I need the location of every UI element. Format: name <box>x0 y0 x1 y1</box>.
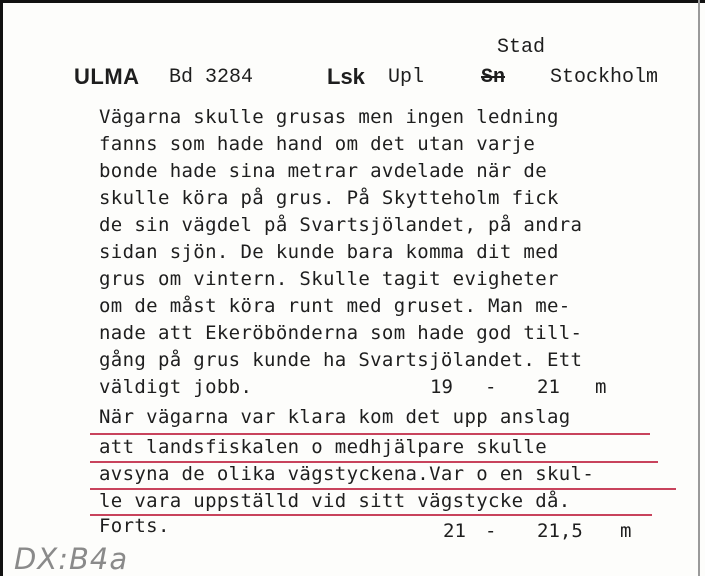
text-line: sidan sjön. De kunde bara komma dit med <box>99 241 559 263</box>
place-name: Stockholm <box>550 66 659 89</box>
card-top-edge <box>0 0 705 3</box>
archive-name: ULMA <box>74 64 140 89</box>
text-line: När vägarna var klara kom det upp anslag <box>99 406 571 428</box>
landskap-label: Lsk <box>327 64 365 89</box>
ref1-from: 19 <box>430 376 453 398</box>
text-line: Forts. <box>99 515 170 537</box>
ref2-to: 21,5 <box>537 520 583 542</box>
ref2-dash: - <box>485 520 497 542</box>
text-line: bonde hade sina metrar avdelade när de <box>99 160 547 182</box>
ref2-unit: m <box>620 520 632 542</box>
red-underline <box>90 514 652 516</box>
text-line: väldigt jobb. <box>99 376 253 398</box>
text-line: skulle köra på grus. På Skytteholm fick <box>99 187 559 209</box>
ref1-to: 21 <box>537 376 560 398</box>
stad-label: Stad <box>497 36 546 59</box>
text-line: att landsfiskalen o medhjälpare skulle <box>99 436 547 458</box>
handwritten-stamp: DX:B4a <box>14 542 129 576</box>
text-line: nade att Ekeröbönderna som hade god till- <box>99 322 583 344</box>
text-line: Vägarna skulle grusas men ingen ledning <box>99 106 559 128</box>
text-line: de sin vägdel på Svartsjölandet, på andra <box>99 214 583 236</box>
card-right-edge <box>698 0 700 576</box>
ref2-from: 21 <box>443 520 466 542</box>
text-line: grus om vintern. Skulle tagit evigheter <box>99 268 559 290</box>
record-code: Bd 3284 <box>169 66 254 89</box>
text-line: gång på grus kunde ha Svartsjölandet. Ett <box>99 349 583 371</box>
text-line: om de måst köra runt med gruset. Man me- <box>99 295 571 317</box>
ref1-dash: - <box>485 376 497 398</box>
card-left-edge <box>0 0 3 576</box>
text-line: fanns som hade hand om det utan varje <box>99 133 536 155</box>
text-line: avsyna de olika vägstyckena.Var o en skul- <box>99 463 595 485</box>
landskap-value: Upl <box>388 66 425 89</box>
ref1-unit: m <box>595 376 607 398</box>
text-line: le vara uppställd vid sitt vägstycke då. <box>99 490 571 512</box>
struck-socken-label: Sn <box>481 66 506 89</box>
